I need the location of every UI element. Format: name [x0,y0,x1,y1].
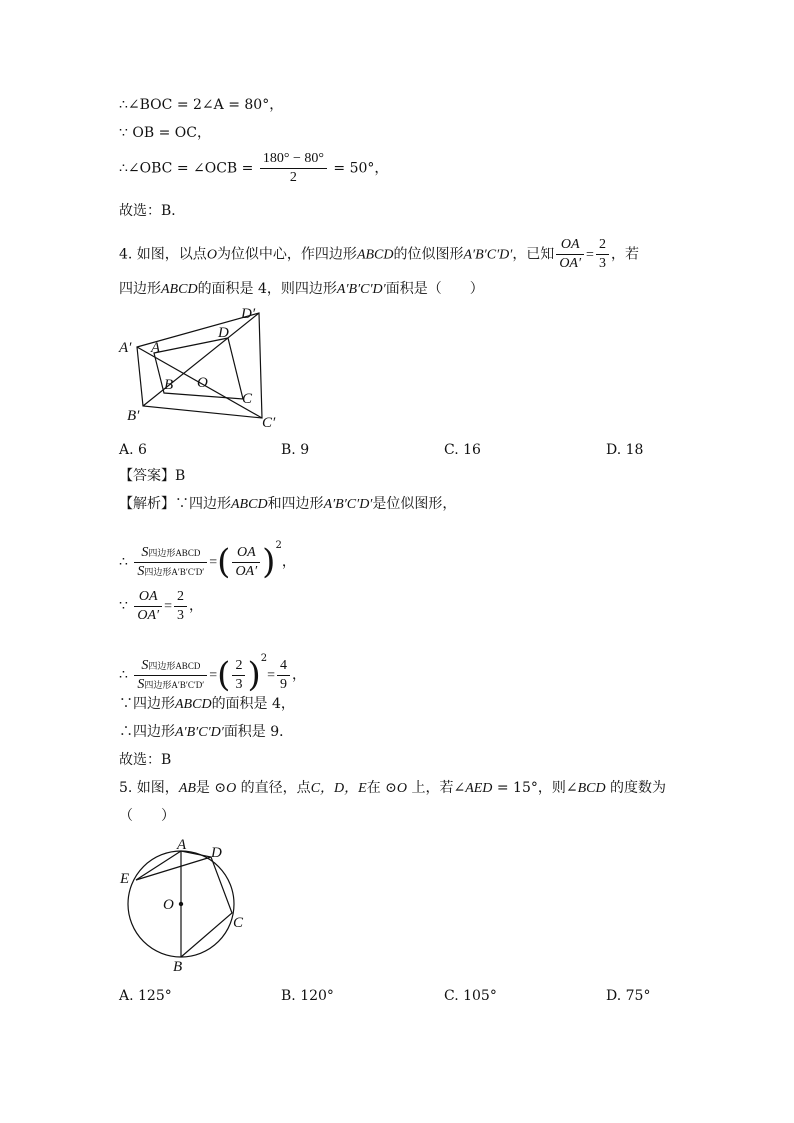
fraction-numerator: 2 [232,657,245,676]
fraction-numerator: OA [556,236,584,255]
label-c: C [233,915,244,931]
q4-stem-text: 的位似图形 [393,246,464,263]
q4-quad-prime: A′B′C′D′ [336,282,386,297]
q5-option-d[interactable]: D. 75° [606,988,651,1004]
q4-quad-abcd: ABCD [161,282,198,297]
fraction-numerator: S四边形ABCD [134,657,207,676]
q4-stem-text: 为位似中心，作四边形 [216,246,357,263]
fraction-denominator: OA′ [235,563,258,579]
fraction-denominator: 2 [289,170,297,185]
prev-line-3-fraction [260,150,327,187]
exponent: 2 [275,540,282,551]
q4-quad-abcd: ABCD [356,247,394,263]
q4-step-2: ∵ $\frac{OA}{OA'}$ = $\frac{2}{3}$ ， [119,588,204,623]
q4-quad-abcd: ABCD [175,697,212,712]
prev-line-2: ∵ OB = OC， [119,125,211,141]
q4-answer: 【答案】B [119,468,186,484]
label-e: E [120,871,130,887]
q4-step-4: ∵四边形ABCD的面积是 4， [119,696,295,712]
q4-ratio-fraction [556,236,584,273]
q4-analysis-text: 【解析】∵四边形 [119,496,231,512]
q5-points: C，D，E [310,781,367,796]
inner-fraction [232,657,245,694]
exponent: 2 [260,653,268,664]
prev-line-3 [119,150,388,187]
fraction-denominator: OA′ [137,607,160,623]
q4-stem-text: 四边形 [119,281,161,297]
q4-point-o: O [206,247,217,263]
fraction-numerator: 4 [277,657,290,676]
therefore-sign: ∴ [119,667,128,683]
fraction-numerator: 2 [174,588,187,607]
because-sign: ∵ [119,598,128,614]
prev-line-1: ∴∠BOC = 2∠A = 80°， [119,97,284,113]
q4-option-a[interactable]: A. 6 [119,442,147,458]
q5-option-b[interactable]: B. 120° [281,988,334,1004]
area-ratio-fraction [134,544,207,581]
label-d: D [211,845,222,861]
q5-option-a[interactable]: A. 125° [119,988,172,1004]
q5-angle-bcd: BCD [577,781,606,796]
equals-sign: = [586,247,594,263]
therefore-sign: ∴ [119,554,128,570]
q4-stem-text: ，若 [610,246,639,263]
fraction-denominator: 3 [598,256,606,271]
result-fraction [277,657,290,694]
fraction-numerator: S四边形ABCD [134,544,207,563]
q4-stem-line-2 [119,279,484,300]
label-o: O [163,897,174,913]
area-ratio-fraction [134,657,207,694]
prev-line-3-prefix: ∴∠OBC = ∠OCB = [119,160,258,177]
q4-option-d[interactable]: D. 18 [606,442,644,458]
q4-stem-text: 面积是（ ） [385,281,484,297]
fraction-numerator: OA [232,544,260,563]
q4-option-b[interactable]: B. 9 [281,442,310,458]
label-b-prime: B′ [127,408,140,424]
q5-stem-line-1: 5. 如图，AB是 ⊙O 的直径，点C，D，E在 ⊙O 上，若∠AED = 15°，则∠BCD 的度数为 [119,780,667,796]
fraction-denominator: S四边形A′B′C′D′ [137,563,205,579]
q4-stem-text: 的面积是 4，则四边形 [197,281,337,297]
q4-analysis-line-1 [119,494,456,515]
q5-stem-line-2: （ ） [119,808,175,824]
q5-option-c[interactable]: C. 105° [444,988,497,1004]
fraction-denominator: OA′ [559,256,582,271]
q4-quad-prime: A′B′C′D′ [175,725,224,740]
ratio-value [174,588,187,625]
fraction-numerator: 2 [596,236,609,255]
q4-quad-prime: A′B′C′D′ [323,497,373,512]
q5-segment-ab: AB [178,781,196,796]
q4-analysis-text: 和四边形 [267,496,324,512]
similarity-ratio [232,544,260,581]
fraction-denominator: 3 [177,607,185,623]
q4-quad-prime: A′B′C′D′ [463,247,513,263]
chord-ed [136,857,211,880]
q4-choice: 故选：B [119,752,172,768]
label-a: A [177,837,187,853]
q4-analysis-text: 是位似图形， [372,496,457,512]
q4-stem-text: 4. 如图，以点 [119,246,207,263]
q5-circle-figure [115,833,255,975]
q4-step-5: ∴四边形A′B′C′D′面积是 9． [119,724,294,740]
label-b: B [173,959,183,975]
q4-step-1: ∴ $\frac{\text{S四边形ABCD}}{\text{S四边形A′B′C′D′}}$ =( $\frac{OA}{OA'}$ )$^2$， [119,540,296,582]
q4-stem-text: ，已知 [512,246,555,263]
label-d-prime: D′ [241,306,256,322]
fraction-denominator: 3 [235,676,243,692]
q4-quad-abcd: ABCD [231,497,268,512]
label-b: B [164,377,174,393]
q4-option-c[interactable]: C. 16 [444,442,481,458]
q5-angle-aed: AED [465,781,493,796]
label-d: D [218,325,229,341]
q4-homothety-figure [115,303,290,433]
label-o: O [197,375,208,391]
ratio-fraction [134,588,162,625]
q4-stem-line-1 [119,236,639,273]
label-a: A [151,340,161,356]
center-dot [179,902,183,906]
fraction-numerator: OA [134,588,162,607]
q4-step-3: ∴ $\frac{\text{S四边形ABCD}}{\text{S四边形A′B′C′D′}}$ =( $\frac{2}{3}$ )$^2$= $\frac{4}{9}$ ， [119,653,306,695]
label-c: C [242,391,253,407]
fraction-numerator: 180° − 80° [260,150,327,169]
label-a-prime: A′ [119,340,132,356]
q4-ratio-value [596,236,609,273]
prev-choice: 故选：B． [119,203,186,219]
prev-line-3-suffix: = 50°， [328,160,389,177]
fraction-denominator: 9 [279,676,287,692]
chords [136,851,232,957]
label-c-prime: C′ [262,415,276,431]
fraction-denominator: S四边形A′B′C′D′ [137,676,205,692]
